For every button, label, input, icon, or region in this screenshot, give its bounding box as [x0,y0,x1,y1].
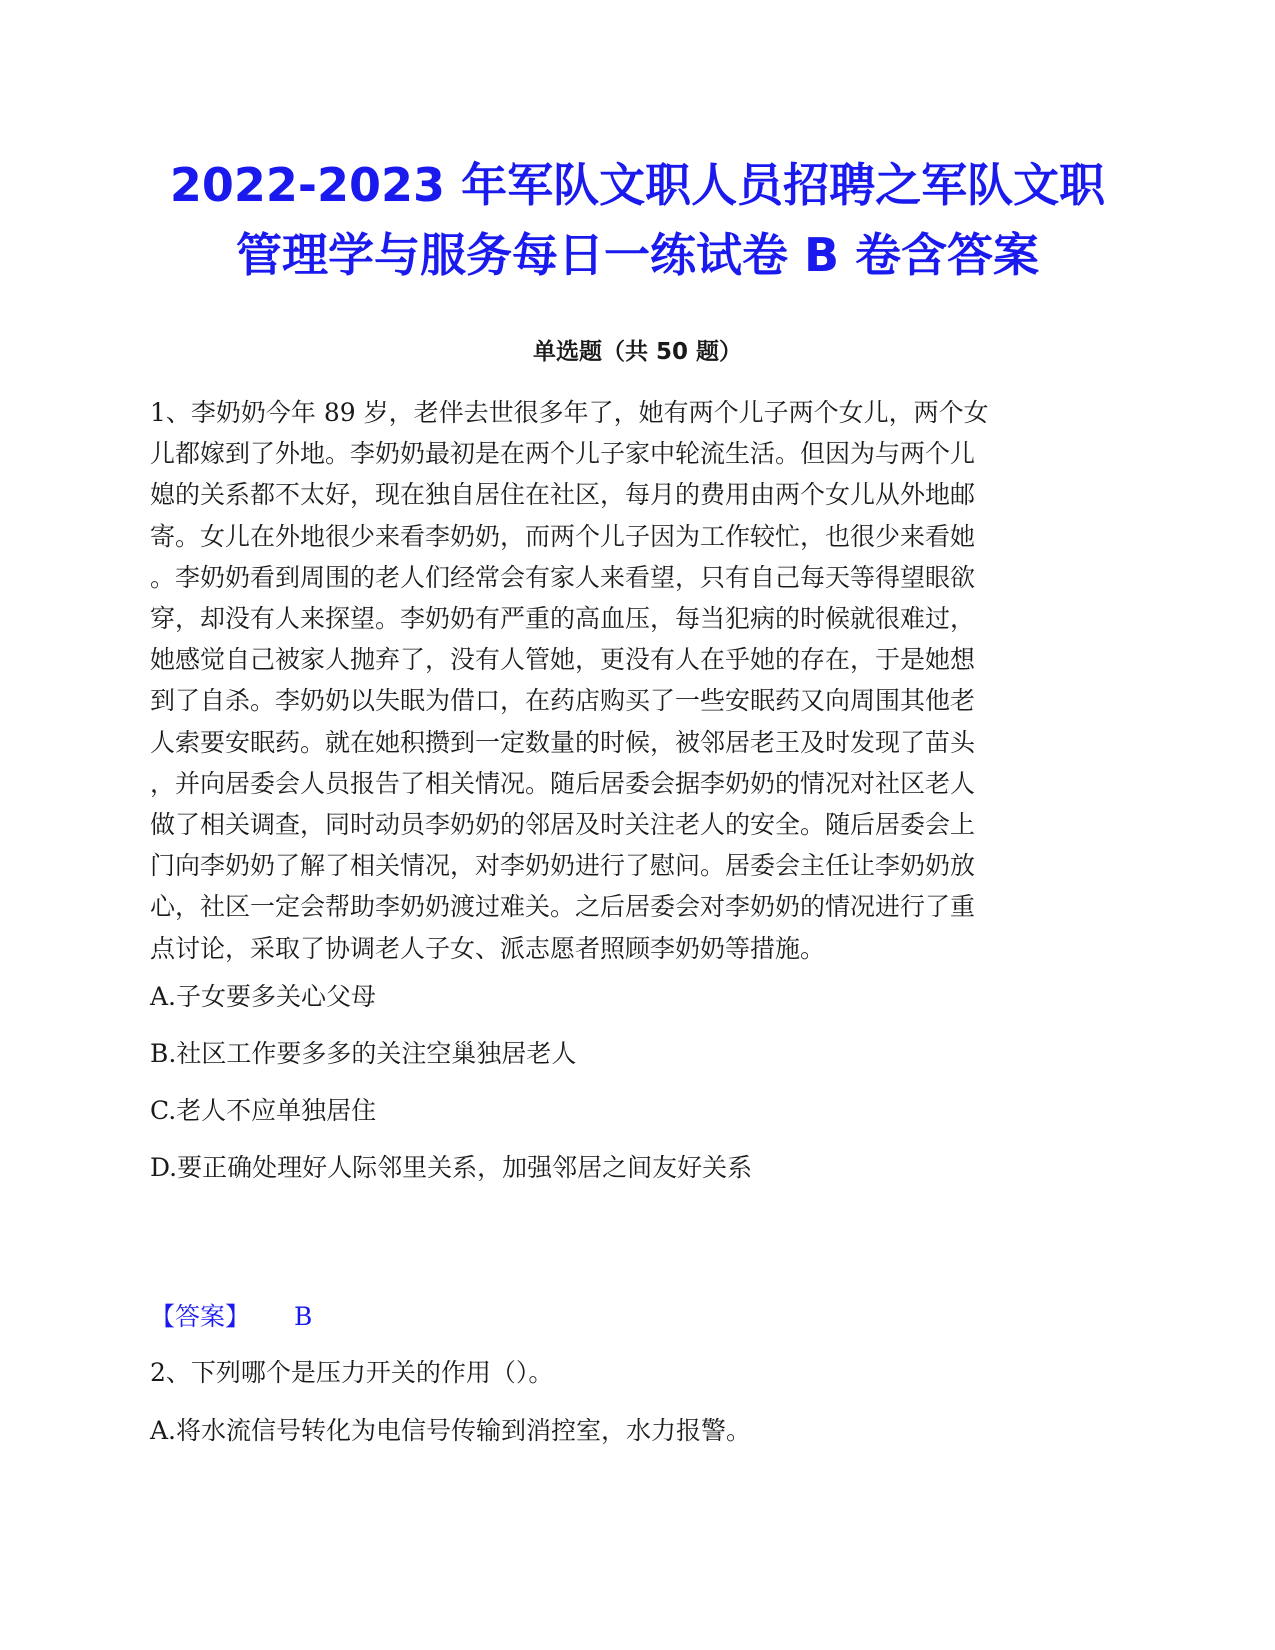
question-1-stem-line: 到了自杀。李奶奶以失眠为借口，在药店购买了一些安眠药又向周围其他老 [150,686,976,716]
question-1-stem-line: 点讨论，采取了协调老人子女、派志愿者照顾李奶奶等措施。 [150,933,826,963]
document-title-line-2: 管理学与服务每日一练试卷 B 卷含答案 [235,228,1040,282]
question-2-option-a: A.将水流信号转化为电信号传输到消控室，水力报警。 [150,1416,752,1445]
document-title [140,150,1135,290]
question-1-stem-line: 媳的关系都不太好，现在独自居住在社区，每月的费用由两个女儿从外地邮 [150,480,976,510]
question-1-option-b: B.社区工作要多多的关注空巢独居老人 [150,1039,577,1068]
answer-value: B [294,1302,313,1331]
question-1-stem-line: 心，社区一定会帮助李奶奶渡过难关。之后居委会对李奶奶的情况进行了重 [150,892,976,922]
section-heading: 单选题（共 50 题） [532,339,743,365]
question-1-stem-line: 她感觉自己被家人抛弃了，没有人管她，更没有人在乎她的存在，于是她想 [150,645,976,675]
question-1-option-c: C.老人不应单独居住 [150,1096,377,1125]
question-1-stem-line: 寄。女儿在外地很少来看李奶奶，而两个儿子因为工作较忙，也很少来看她 [150,521,976,551]
question-1-stem-line: 门向李奶奶了解了相关情况，对李奶奶进行了慰问。居委会主任让李奶奶放 [150,851,976,881]
question-1-stem-line: 1、李奶奶今年 89 岁，老伴去世很多年了，她有两个儿子两个女儿，两个女 [150,398,989,427]
document-title-line-1: 2022-2023 年军队文职人员招聘之军队文职 [169,158,1106,212]
question-1-stem-line: ，并向居委会人员报告了相关情况。随后居委会据李奶奶的情况对社区老人 [150,768,976,798]
question-2-stem: 2、下列哪个是压力开关的作用（）。 [150,1358,554,1387]
question-1-option-a: A.子女要多关心父母 [150,982,377,1011]
question-1-stem-line: 。李奶奶看到周围的老人们经常会有家人来看望，只有自己每天等得望眼欲 [150,562,976,592]
answer-label: 【答案】 [150,1302,251,1331]
question-1-stem-line: 穿，却没有人来探望。李奶奶有严重的高血压，每当犯病的时候就很难过， [150,604,976,634]
question-1-answer [150,1300,312,1334]
question-1-option-d: D.要正确处理好人际邻里关系，加强邻居之间友好关系 [150,1153,753,1182]
question-1-stem-line: 做了相关调查，同时动员李奶奶的邻居及时关注老人的安全。随后居委会上 [150,810,976,840]
question-1-stem-line: 人索要安眠药。就在她积攒到一定数量的时候，被邻居老王及时发现了苗头 [150,727,976,757]
question-1-stem [150,392,1125,969]
question-1-stem-line: 儿都嫁到了外地。李奶奶最初是在两个儿子家中轮流生活。但因为与两个儿 [150,439,976,469]
